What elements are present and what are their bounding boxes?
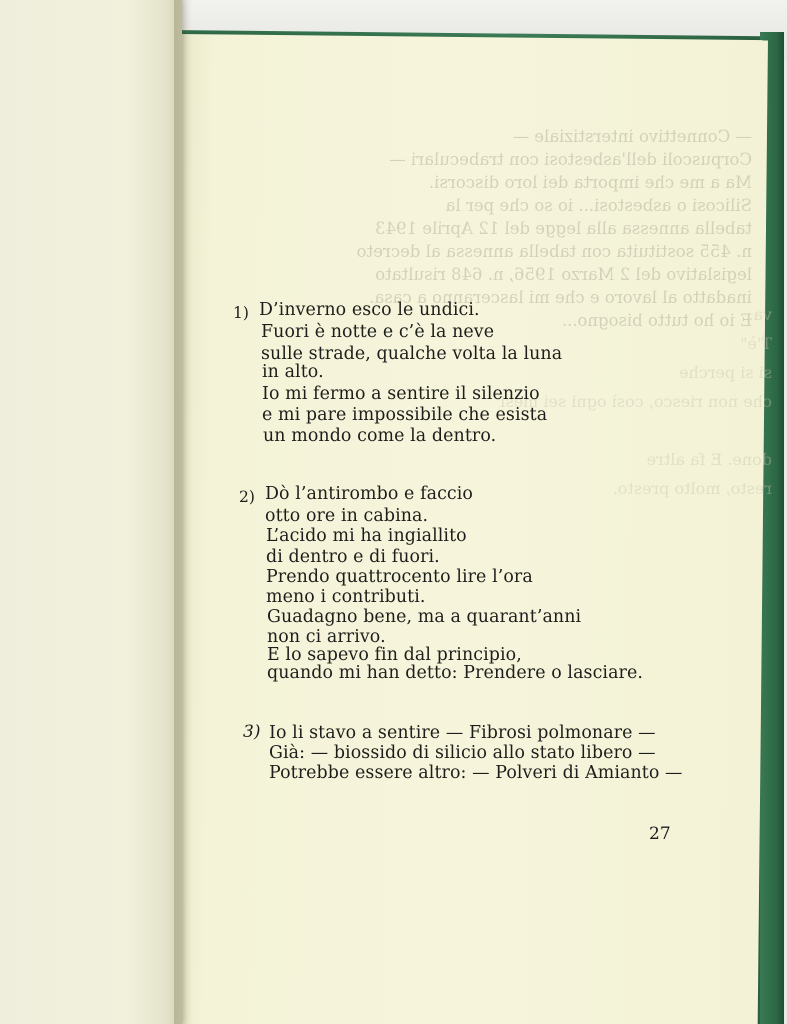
stanza-2-line-3: L’acido mi ha ingiallito	[266, 526, 467, 546]
stanza-2-line-10: quando mi han detto: Prendere o lasciare.	[267, 663, 643, 683]
stanza-1-marker: 1)	[233, 304, 249, 322]
stanza-2-line-6: meno i contributi.	[266, 587, 426, 607]
stanza-3-line-2: Già: — biossido di silicio allo stato libero —	[269, 743, 656, 763]
stanza-2-line-7: Guadagno bene, ma a quarant’anni	[267, 607, 582, 627]
stanza-2-line-1: Dò l’antirombo e faccio	[265, 484, 473, 504]
stanza-2-line-5: Prendo quattrocento lire l’ora	[266, 567, 533, 587]
stanza-2-line-4: di dentro e di fuori.	[266, 547, 440, 567]
stanza-2-line-9: E lo sapevo fin dal principio,	[267, 645, 522, 665]
stanza-3-marker: 3)	[243, 722, 261, 742]
stanza-2-marker: 2)	[239, 488, 255, 506]
stanza-1-line-7: un mondo come la dentro.	[263, 426, 497, 446]
stanza-2-line-8: non ci arrivo.	[267, 627, 386, 647]
left-page	[0, 0, 182, 1024]
stanza-1-line-3: sulle strade, qualche volta la luna	[261, 344, 563, 364]
stanza-3-line-3: Potrebbe essere altro: — Polveri di Amianto —	[269, 763, 683, 783]
stanza-1-line-2: Fuori è notte e c’è la neve	[261, 322, 495, 342]
stanza-1-line-4: in alto.	[262, 362, 324, 382]
bleed-through-text: — Connettivo interstiziale — Corpuscoli dell'asbestosi con trabeculari — Ma a me che importa dei loro discorsi. Silicosi o asbestosi... io so che per la tabella annessa alla legge del 12 Aprile 1943 n. 455 sostituita con tabella annessa al decreto legislativo del 2 Marzo 1956, n. 648 risultato inadatto al lavoro e che mi lasceranno a casa. E io ho tutto bisogno...	[356, 127, 752, 330]
book-gutter	[174, 0, 192, 1024]
stanza-1-line-6: e mi pare impossibile che esista	[262, 405, 548, 425]
page-number: 27	[649, 824, 671, 844]
stanza-3-line-1: Io li stavo a sentire — Fibrosi polmonare —	[269, 723, 656, 743]
bleed-through-text-lower: va. T'è" si si perche che non riesco, così ogni sei mesi done. E fa altre resto, molto presto.	[500, 305, 772, 498]
stanza-1-line-5: Io mi fermo a sentire il silenzio	[262, 384, 540, 404]
stanza-1-line-1: D’inverno esco le undici.	[259, 300, 480, 320]
stanza-2-line-2: otto ore in cabina.	[265, 506, 429, 526]
